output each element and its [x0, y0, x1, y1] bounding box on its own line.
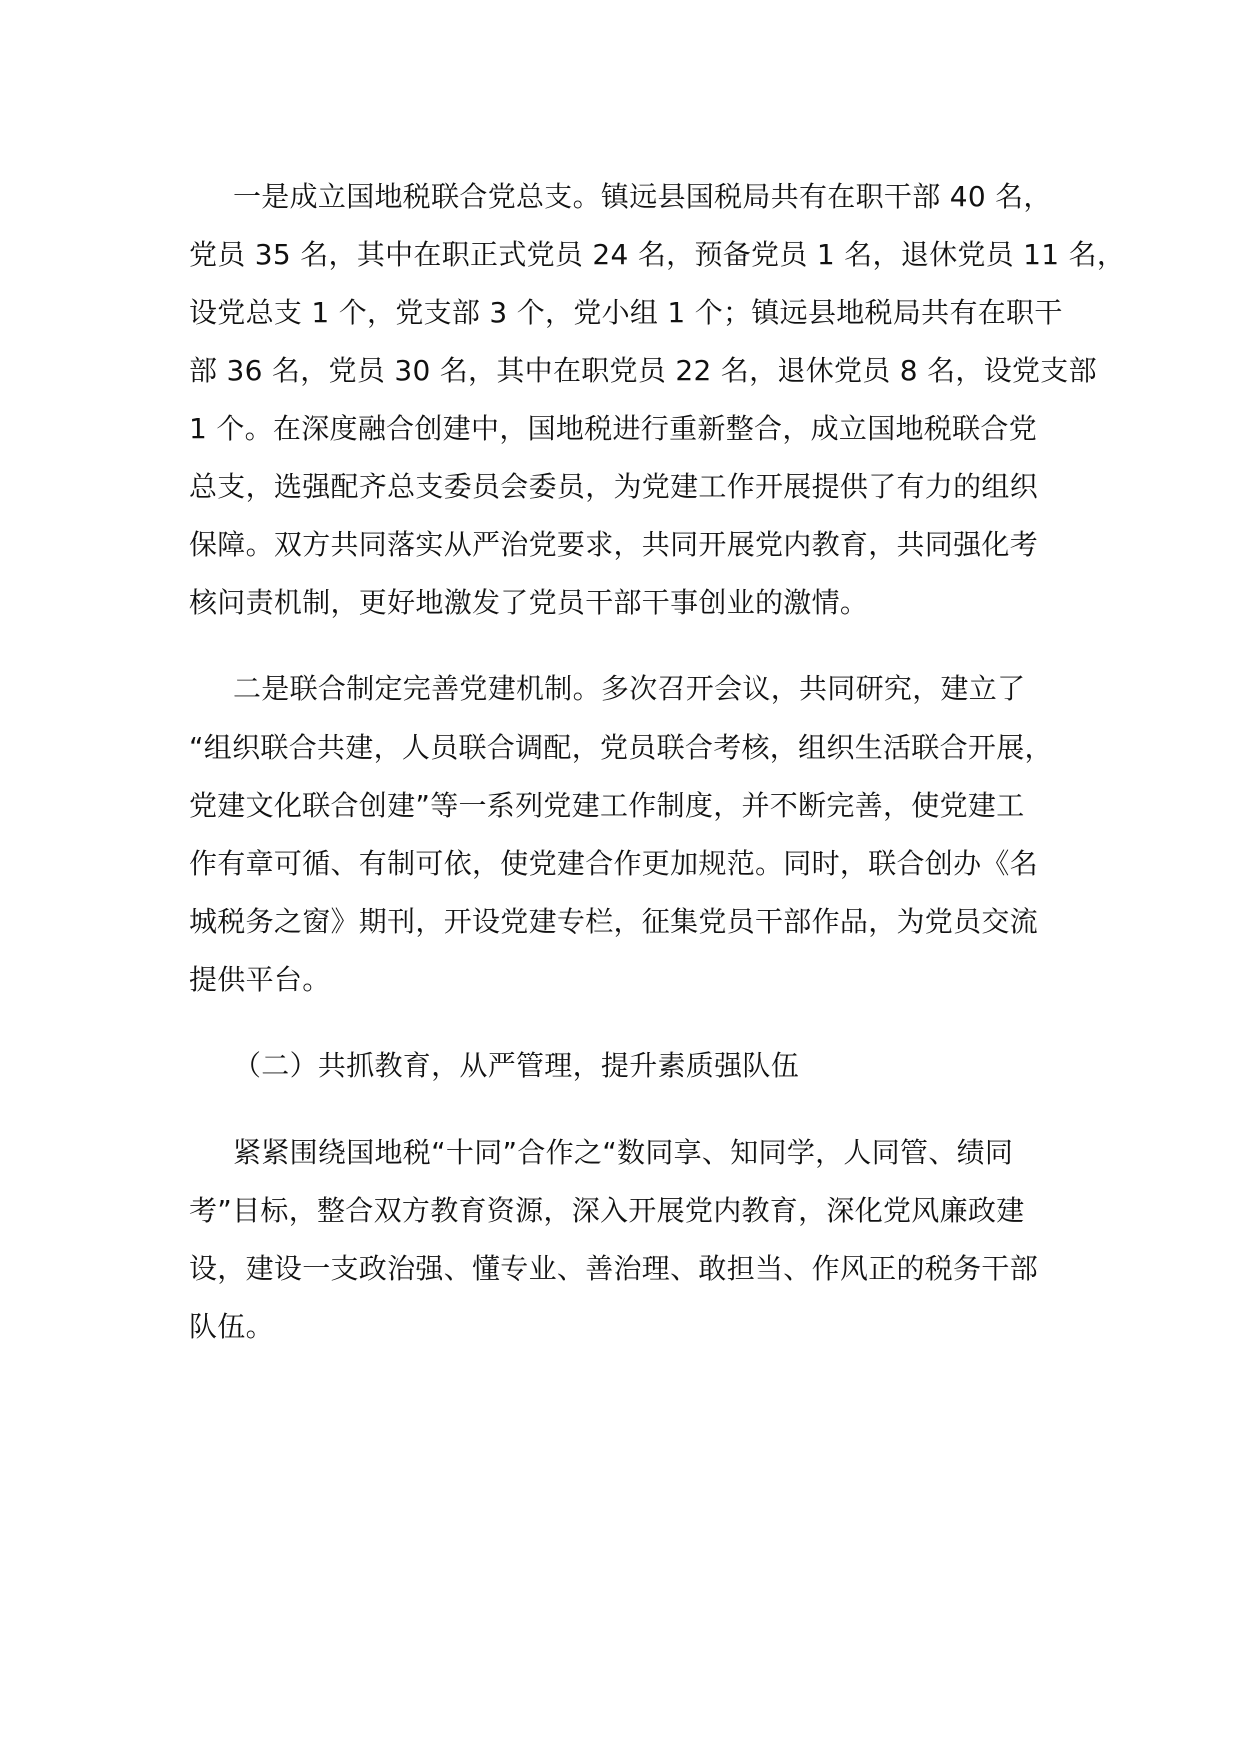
- paragraph-line: 设党总支 1 个，党支部 3 个，党小组 1 个；镇远县地税局共有在职干: [189, 296, 1063, 329]
- paragraph-line: 一是成立国地税联合党总支。镇远县国税局共有在职干部 40 名，: [233, 180, 1052, 213]
- paragraph-line: 党建文化联合创建”等一系列党建工作制度，并不断完善，使党建工: [189, 789, 1025, 822]
- paragraph-line: 考”目标，整合双方教育资源，深入开展党内教育，深化党风廉政建: [189, 1194, 1025, 1227]
- paragraph-line: “组织联合共建，人员联合调配，党员联合考核，组织生活联合开展，: [189, 731, 1053, 764]
- paragraph-line: 城税务之窗》期刊，开设党建专栏，征集党员干部作品，为党员交流: [189, 905, 1039, 938]
- paragraph-line: 紧紧围绕国地税“十同”合作之“数同享、知同学，人同管、绩同: [233, 1136, 1014, 1169]
- paragraph-line: 党员 35 名，其中在职正式党员 24 名，预备党员 1 名，退休党员 11 名，: [189, 238, 1126, 271]
- section-heading: （二）共抓教育，从严管理，提升素质强队伍: [233, 1049, 800, 1082]
- paragraph-line: 作有章可循、有制可依，使党建合作更加规范。同时，联合创办《名: [189, 847, 1039, 880]
- paragraph-line: 部 36 名，党员 30 名，其中在职党员 22 名，退休党员 8 名，设党支部: [189, 354, 1097, 387]
- paragraph-line: 核问责机制，更好地激发了党员干部干事创业的激情。: [189, 586, 869, 619]
- paragraph-line: 队伍。: [189, 1310, 274, 1343]
- paragraph-line: 1 个。在深度融合创建中，国地税进行重新整合，成立国地税联合党: [189, 412, 1038, 445]
- paragraph-line: 二是联合制定完善党建机制。多次召开会议，共同研究，建立了: [233, 672, 1026, 705]
- paragraph-line: 提供平台。: [189, 963, 331, 996]
- paragraph-line: 保障。双方共同落实从严治党要求，共同开展党内教育，共同强化考: [189, 528, 1039, 561]
- paragraph-line: 总支，选强配齐总支委员会委员，为党建工作开展提供了有力的组织: [189, 470, 1039, 503]
- paragraph-line: 设，建设一支政治强、懂专业、善治理、敢担当、作风正的税务干部: [189, 1252, 1039, 1285]
